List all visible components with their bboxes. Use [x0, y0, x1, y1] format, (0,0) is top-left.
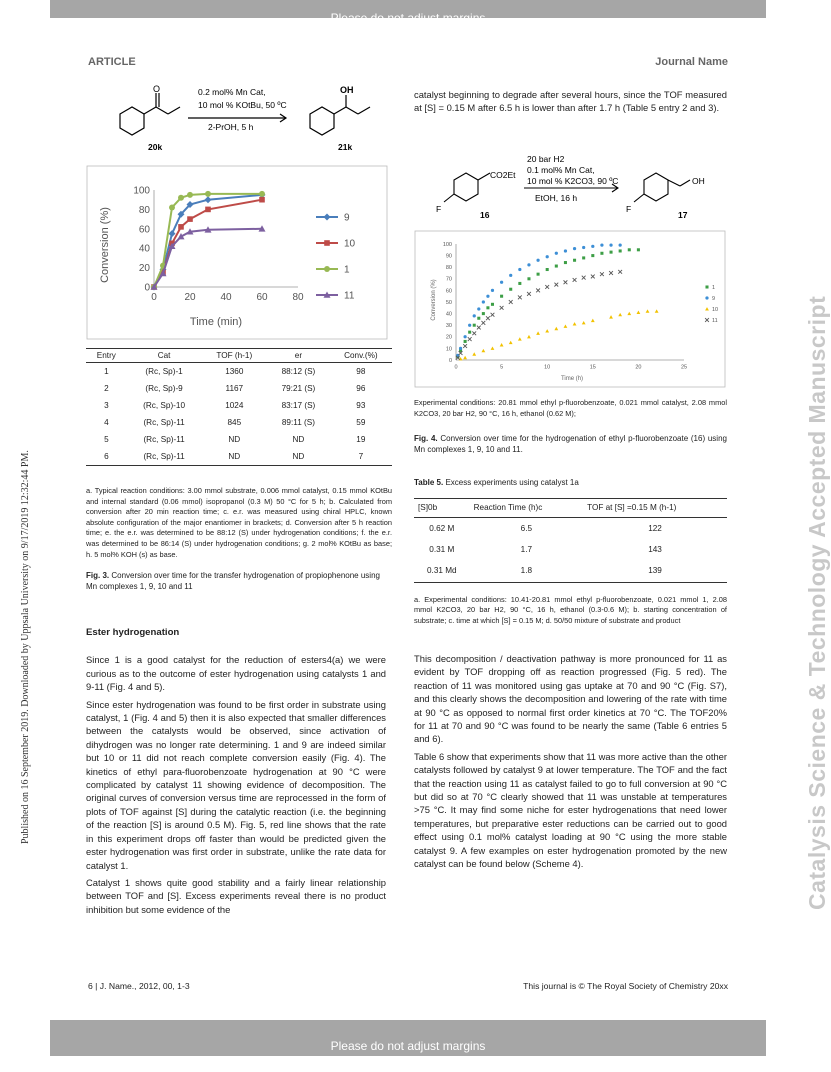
c2-legend-label: 10 [712, 306, 719, 313]
c2-x-tick-label: 15 [589, 364, 596, 371]
c2-point-1 [628, 248, 631, 251]
c2-legend-label: 1 [712, 284, 716, 291]
accepted-manuscript-watermark: Catalysis Science & Technology Accepted Manuscript [804, 295, 830, 910]
alcohol-oh-label: OH [340, 85, 354, 95]
scheme1-condition-1: 0.2 mol% Mn Cat, [198, 87, 266, 97]
catalyst-table-header: Conv.(%) [330, 349, 392, 363]
c2-point-1 [491, 303, 494, 306]
catalyst-table-cell: 1167 [225, 384, 244, 393]
c2-point-9 [546, 255, 549, 258]
ester-group-label: CO2Et [490, 170, 516, 180]
c2-point-11 [536, 289, 540, 293]
c2-point-1 [582, 256, 585, 259]
c2-point-1 [527, 277, 530, 280]
c2-point-9 [509, 274, 512, 277]
c2-y-tick-label: 30 [445, 323, 452, 330]
scheme-ester-hydrogenation [432, 156, 722, 226]
fig4-chart [414, 230, 726, 388]
c2-point-10 [545, 329, 549, 332]
catalyst-table-row [86, 414, 392, 431]
c1-legend-1 [316, 265, 350, 276]
c1-point-10 [187, 216, 193, 222]
catalyst-table-cell: (Rc, Sp)-10 [143, 401, 185, 410]
catalyst-table-cell: 88:12 (S) [281, 367, 316, 376]
catalyst-table-cell: 1360 [225, 367, 244, 376]
table5-row [414, 539, 727, 560]
c2-point-11 [481, 321, 485, 325]
c2-point-9 [527, 263, 530, 266]
catalyst-table-row [86, 431, 392, 448]
c2-y-tick-label: 100 [442, 241, 452, 248]
fig4-caption: Fig. 4. Conversion over time for the hydrogenation of ethyl p-fluorobenzoate (16) using Mn complexes 1, 9, 10 and 11. [414, 434, 727, 455]
page-footer-left: 6 | J. Name., 2012, 00, 1-3 [88, 981, 190, 991]
c1-x-tick-label: 0 [151, 292, 157, 303]
c2-x-tick-label: 0 [454, 364, 458, 371]
catalyst-table [86, 348, 392, 466]
catalyst-table-cell: 79:21 (S) [281, 384, 316, 393]
catalyst-table-cell: (Rc, Sp)-11 [143, 418, 185, 427]
c2-x-tick-label: 20 [635, 364, 642, 371]
c1-x-tick-label: 80 [292, 292, 304, 303]
left-paragraph-3: Catalyst 1 shows quite good stability and a fairly linear relationship between TOF and [S]. Excess experiments reveal there is no product inhibition but some evidence of the [86, 876, 386, 915]
c2-point-1 [619, 249, 622, 252]
catalyst-table-header: Cat [127, 349, 202, 363]
left-paragraph-1: Since 1 is a good catalyst for the reduction of esters4(a) we were curious as to the outcome of ester hydrogenation using catalysts 1 and 9-11 (Fig. 4 and 5). [86, 654, 386, 693]
c1-point-1 [169, 204, 175, 210]
table5-row [414, 517, 727, 539]
fig4-conditions: Experimental conditions: 20.81 mmol ethyl p-fluorobenzoate, 0.021 mmol catalyst, 2.08 mmol K2CO3, 20 bar H2, 90 °C, 16 h, ethanol (0.62 M); [414, 398, 727, 418]
catalyst-table-cell: 1024 [225, 401, 244, 410]
c2-point-11 [518, 295, 522, 299]
c2-point-10 [500, 343, 504, 346]
c2-point-11 [600, 272, 604, 276]
catalyst-table-cell: 4 [104, 418, 109, 427]
c2-point-11 [609, 271, 613, 275]
c2-point-11 [618, 270, 622, 274]
scheme-transfer-hydrogenation [98, 82, 398, 162]
table5-header: [S]0b [414, 499, 470, 517]
fig3-y-axis-label: Conversion (%) [99, 207, 111, 283]
c2-legend-10 [705, 307, 718, 313]
catalyst-table-cell: 845 [227, 418, 242, 427]
c1-y-tick-label: 60 [138, 224, 150, 236]
c2-point-10 [646, 309, 650, 312]
catalyst-table-cell: (Rc, Sp)-1 [145, 367, 183, 376]
c2-point-1 [473, 324, 476, 327]
catalyst-table-cell: ND [201, 448, 267, 466]
c2-point-10 [554, 327, 558, 330]
download-note: Published on 16 September 2019. Downloaded by Uppsala University on 9/17/2019 12:32:44 PM. [20, 450, 31, 844]
table5 [414, 498, 727, 583]
catalyst-table-cell: 59 [356, 418, 366, 427]
c2-point-11 [468, 337, 472, 341]
c2-point-10 [627, 312, 631, 315]
table5-cell: 139 [583, 560, 727, 582]
catalyst-table-cell: 2 [104, 384, 109, 393]
c2-legend-label: 9 [712, 295, 716, 302]
compound-16: 16 [480, 210, 490, 220]
c2-point-11 [591, 275, 595, 279]
c2-point-10 [491, 347, 495, 350]
catalyst-table-cell: 89:11 (S) [281, 418, 315, 427]
page-footer-right: This journal is © The Royal Society of Chemistry 20xx [523, 981, 728, 991]
right-paragraph-1: This decomposition / deactivation pathway is more pronounced for 11 as evident by TOF dropping off as reaction progressed (Fig. 5 red). The reaction of 11 was monitored using gas uptake at 70 and 90 °C (Fig. S7), and this clearly shows the decomposition and lowering of the rate with time at 90 °C as opposed to normal first order kinetics at 70 °C. The TOF20% for 11 at 70 and 90 °C was found to be nearly the same (Table 6 entries 5 and 6). [414, 653, 727, 745]
left-paragraph-2: Since ester hydrogenation was found to be first order in substrate using catalyst, 1 (Fig. 4 and 5) then it is also expected that smaller differences between the catalysts would be observed, since activation of dihydrogen was no longer rate determining. 1 and 9 are indeed similar but 10 or 11 did not reach complete conversion easily (Fig. 4). The kinetics of ethyl para-fluorobenzoate hydrogenation at 90 °C were complicated by catalyst 11 showing evidence of decomposition. The original curves of conversion versus time are reprocessed in the form of plots of TOF against [S] during the catalytic reaction (i.e. the beginning of the reaction [S] is around 0.5 M). Fig. 5, red line shows that the rate in this experiment drops off faster than would be predicted given the ester hydrogenation was first order in substrate, unlike the rate data for catalyst 1. [86, 698, 386, 871]
c2-x-tick-label: 5 [500, 364, 504, 371]
c2-point-10 [472, 352, 476, 355]
margin-bar-bottom: Please do not adjust margins [50, 1020, 766, 1056]
catalyst-table-cell: 93 [356, 401, 366, 410]
catalyst-table-cell: ND [292, 435, 305, 444]
right-paragraph-2: Table 6 show that experiments show that 11 was more active than the other catalysts followed by catalyst 9 at lower temperature. The TOF and the fact that the reaction using 11 as catalyst failed to go to full conversion at 90 °C but did so at 70 °C clearly showed that 11 was unstable at temperatures >75 °C. It may find some niche for ester hydrogenations that need lower temperatures, but preparative ester reductions can be carried out to good effect using 0.1 mol% catalyst loading at 90 °C using the more stable catalyst 9. A few examples on ester hydrogenation promoted by the new catalyst can be found below (Scheme 4). [414, 750, 727, 870]
table5-cell: 0.62 M [429, 523, 455, 533]
c1-y-tick-label: 20 [138, 263, 150, 275]
alcohol-oh-label-2: OH [692, 176, 705, 186]
c1-x-tick-label: 60 [256, 292, 268, 303]
fig4-x-axis-label: Time (h) [560, 376, 584, 382]
fig4-y-axis-label: Conversion (%) [431, 279, 437, 321]
table5-header: TOF at [S] =0.15 M (h-1) [583, 499, 727, 517]
c1-legend-label: 10 [344, 238, 356, 250]
catalyst-table-cell: ND [228, 435, 241, 444]
c2-point-1 [486, 306, 489, 309]
fluoro-label-1: F [436, 204, 442, 214]
c1-y-tick-label: 100 [133, 185, 150, 197]
catalyst-table-cell: 3 [104, 401, 109, 410]
c1-legend-11 [316, 291, 355, 302]
c2-y-tick-label: 70 [445, 276, 452, 283]
c2-y-tick-label: 60 [445, 288, 452, 295]
c2-point-10 [564, 324, 568, 327]
c1-point-1 [187, 192, 193, 198]
c2-point-9 [573, 247, 576, 250]
c2-point-10 [591, 319, 595, 322]
fig3-x-axis-label: Time (min) [189, 316, 243, 328]
scheme2-condition-4: EtOH, 16 h [535, 193, 578, 203]
c2-point-9 [609, 244, 612, 247]
margin-bar-top: Please do not adjust margins [50, 0, 766, 18]
catalyst-table-cell: (Rc, Sp)-11 [127, 448, 202, 466]
c2-legend-9 [705, 296, 715, 302]
catalyst-table-row [86, 448, 392, 466]
c1-point-10 [178, 224, 184, 230]
c2-point-10 [527, 335, 531, 338]
c2-point-1 [482, 312, 485, 315]
c2-point-10 [655, 309, 659, 312]
table5-footnote: a. Experimental conditions: 10.41-20.81 mmol ethyl p-fluorobenzoate, 0.021 mmol 1, 2.08 mmol K2CO3, 20 bar H2, 90 °C, 16 h, ethanol (0.3-0.6 M); b. starting concentration of substrate; c. time at which [S] = 0.15 M; d. 50/50 mixture of substrate and product [414, 594, 727, 625]
c2-point-9 [473, 314, 476, 317]
c2-point-10 [518, 337, 522, 340]
c2-point-1 [573, 259, 576, 262]
section-heading: Ester hydrogenation [86, 627, 180, 638]
fig3-caption: Fig. 3. Conversion over time for the transfer hydrogenation of propiophenone using Mn complexes 1, 9, 10 and 11 [86, 571, 380, 592]
c2-point-1 [537, 273, 540, 276]
catalyst-table-cell: ND [267, 448, 330, 466]
c1-y-tick-label: 80 [138, 204, 150, 216]
c1-series-1 [151, 191, 265, 290]
right-paragraph-top: catalyst beginning to degrade after several hours, since the TOF measured at [S] = 0.15 M after 6.5 h is lower than after 1.7 h (Table 5 entry 2 and 3). [414, 89, 727, 114]
compound-17: 17 [678, 210, 688, 220]
c2-point-10 [582, 321, 586, 324]
catalyst-table-cell: 1 [104, 367, 109, 376]
catalyst-table-cell: 6 [86, 448, 127, 466]
c2-point-11 [477, 326, 481, 330]
c2-point-9 [536, 259, 539, 262]
c1-legend-label: 11 [344, 290, 355, 302]
c2-point-1 [464, 340, 467, 343]
catalyst-table-cell: (Rc, Sp)-11 [143, 435, 185, 444]
c2-point-11 [491, 313, 495, 317]
catalyst-table-cell: (Rc, Sp)-9 [145, 384, 183, 393]
c2-point-11 [486, 316, 490, 320]
c2-series-11 [456, 270, 622, 360]
table5-cell: 1.8 [470, 560, 583, 582]
journal-name: Journal Name [655, 56, 728, 68]
c2-point-9 [500, 281, 503, 284]
c2-point-11 [564, 280, 568, 284]
c1-point-1 [259, 191, 265, 197]
fluoro-label-2: F [626, 204, 632, 214]
c2-point-11 [500, 306, 504, 310]
c2-legend-label: 11 [712, 317, 718, 324]
table5-cell: 143 [648, 545, 662, 554]
fig3-chart [86, 165, 388, 340]
c1-legend-9 [316, 213, 350, 224]
c2-point-10 [573, 322, 577, 325]
scheme2-condition-1: 20 bar H2 [527, 154, 565, 164]
c2-x-tick-label: 25 [680, 364, 688, 371]
c2-point-10 [609, 315, 613, 318]
c1-point-9 [205, 196, 212, 203]
c1-legend-label: 1 [344, 264, 350, 276]
c1-x-tick-label: 40 [220, 292, 232, 303]
scheme2-condition-3: 10 mol % K2CO3, 90 ºC [527, 176, 619, 186]
c2-y-tick-label: 50 [445, 299, 452, 306]
c2-point-9 [477, 307, 480, 310]
c2-y-tick-label: 80 [445, 265, 452, 272]
c2-point-10 [509, 341, 513, 344]
c1-y-tick-label: 40 [138, 243, 150, 255]
c2-point-9 [482, 300, 485, 303]
c2-point-1 [600, 252, 603, 255]
c2-point-9 [491, 289, 494, 292]
c2-point-9 [600, 244, 603, 247]
c2-point-9 [464, 335, 467, 338]
catalyst-table-row [86, 380, 392, 397]
c2-point-1 [591, 254, 594, 257]
scheme1-condition-3: 2-PrOH, 5 h [208, 122, 254, 132]
c1-point-10 [205, 207, 211, 213]
catalyst-table-cell: 5 [104, 435, 109, 444]
table5-cell: 122 [648, 523, 662, 533]
catalyst-table-row [86, 363, 392, 381]
c2-point-9 [555, 252, 558, 255]
c2-point-11 [554, 283, 558, 287]
c1-point-1 [178, 195, 184, 201]
c2-legend-1 [705, 285, 715, 291]
c2-point-11 [582, 276, 586, 280]
c1-point-10 [259, 197, 265, 203]
table5-cell: 6.5 [520, 523, 533, 533]
c2-point-10 [536, 331, 540, 334]
c2-point-9 [518, 268, 521, 271]
c2-point-10 [618, 313, 622, 316]
c2-point-11 [509, 300, 513, 304]
table5-title: Table 5. Excess experiments using catalyst 1a [414, 478, 579, 488]
c2-point-1 [500, 295, 503, 298]
catalyst-table-cell: 83:17 (S) [281, 401, 316, 410]
ketone-o-label: O [153, 84, 161, 94]
c2-point-9 [468, 324, 471, 327]
c2-point-11 [472, 331, 476, 335]
table-footnote: a. Typical reaction conditions: 3.00 mmol substrate, 0.006 mmol catalyst, 0.15 mmol KOtBu and internal standard (0.06 mmol) isopropanol (0.3 M) 50 °C for 5 h; b. Calculated from conversion after 20 min reaction time; c. e.r. was measured using chiral HPLC, known absolute configuration of the major enantiomer in brackets; d. Conversion after 5 h reaction time; e. the e.r. was determined to be 88:12 (S) under hydrogenation conditions; f. the e.r. was determined to be 86:14 (S) under hydrogenation conditions; g. 2 mol% KOtBu as base; h. 5 mol% KOH (s) as base. [86, 486, 392, 559]
c2-point-1 [564, 261, 567, 264]
c2-point-9 [486, 295, 489, 298]
catalyst-table-header: TOF (h-1) [201, 349, 267, 363]
c2-series-9 [456, 244, 622, 357]
compound-21k: 21k [338, 142, 353, 152]
c2-point-1 [546, 268, 549, 271]
c2-y-tick-label: 90 [445, 253, 452, 260]
c2-point-1 [477, 317, 480, 320]
c1-y-tick-label: 0 [144, 282, 150, 294]
c2-point-10 [481, 349, 485, 352]
c2-point-1 [637, 248, 640, 251]
c2-legend-11 [705, 318, 718, 324]
table5-cell: 0.31 Md [414, 560, 470, 582]
c2-point-11 [527, 292, 531, 296]
article-label: ARTICLE [88, 56, 136, 68]
c2-point-1 [518, 282, 521, 285]
c2-point-11 [463, 344, 467, 348]
compound-20k: 20k [148, 142, 163, 152]
c2-y-tick-label: 20 [445, 334, 452, 341]
scheme1-condition-2: 10 mol % KOtBu, 50 ºC [198, 100, 287, 110]
catalyst-table-cell: 96 [356, 384, 366, 393]
catalyst-table-header: Entry [86, 349, 127, 363]
scheme2-condition-2: 0.1 mol% Mn Cat, [527, 165, 595, 175]
c2-x-tick-label: 10 [544, 364, 551, 371]
c1-point-1 [205, 191, 211, 197]
c1-series-10 [151, 197, 265, 290]
c2-y-tick-label: 10 [445, 346, 452, 353]
c1-point-9 [169, 230, 176, 237]
catalyst-table-cell: 7 [330, 448, 392, 466]
c2-point-11 [545, 285, 549, 289]
c2-point-1 [610, 251, 613, 254]
c2-point-1 [468, 331, 471, 334]
c2-point-1 [555, 265, 558, 268]
catalyst-table-cell: 19 [356, 435, 366, 444]
c2-point-9 [564, 249, 567, 252]
c2-point-9 [619, 244, 622, 247]
table5-cell: 1.7 [520, 545, 533, 554]
catalyst-table-row [86, 397, 392, 414]
c2-point-11 [573, 278, 577, 282]
catalyst-table-cell: 98 [356, 367, 366, 376]
table5-row [414, 560, 727, 582]
c1-x-tick-label: 20 [184, 292, 196, 303]
table5-header: Reaction Time (h)c [470, 499, 583, 517]
c1-legend-10 [316, 239, 356, 250]
c2-point-9 [582, 246, 585, 249]
catalyst-table-header: er [267, 349, 330, 363]
c2-point-10 [463, 356, 467, 359]
c2-point-9 [459, 347, 462, 350]
c2-point-1 [509, 288, 512, 291]
c2-point-9 [591, 245, 594, 248]
c2-point-10 [637, 311, 641, 314]
c2-y-tick-label: 40 [445, 311, 452, 318]
c1-legend-label: 9 [344, 212, 350, 224]
table5-cell: 0.31 M [429, 545, 455, 554]
c2-y-tick-label: 0 [448, 357, 452, 364]
